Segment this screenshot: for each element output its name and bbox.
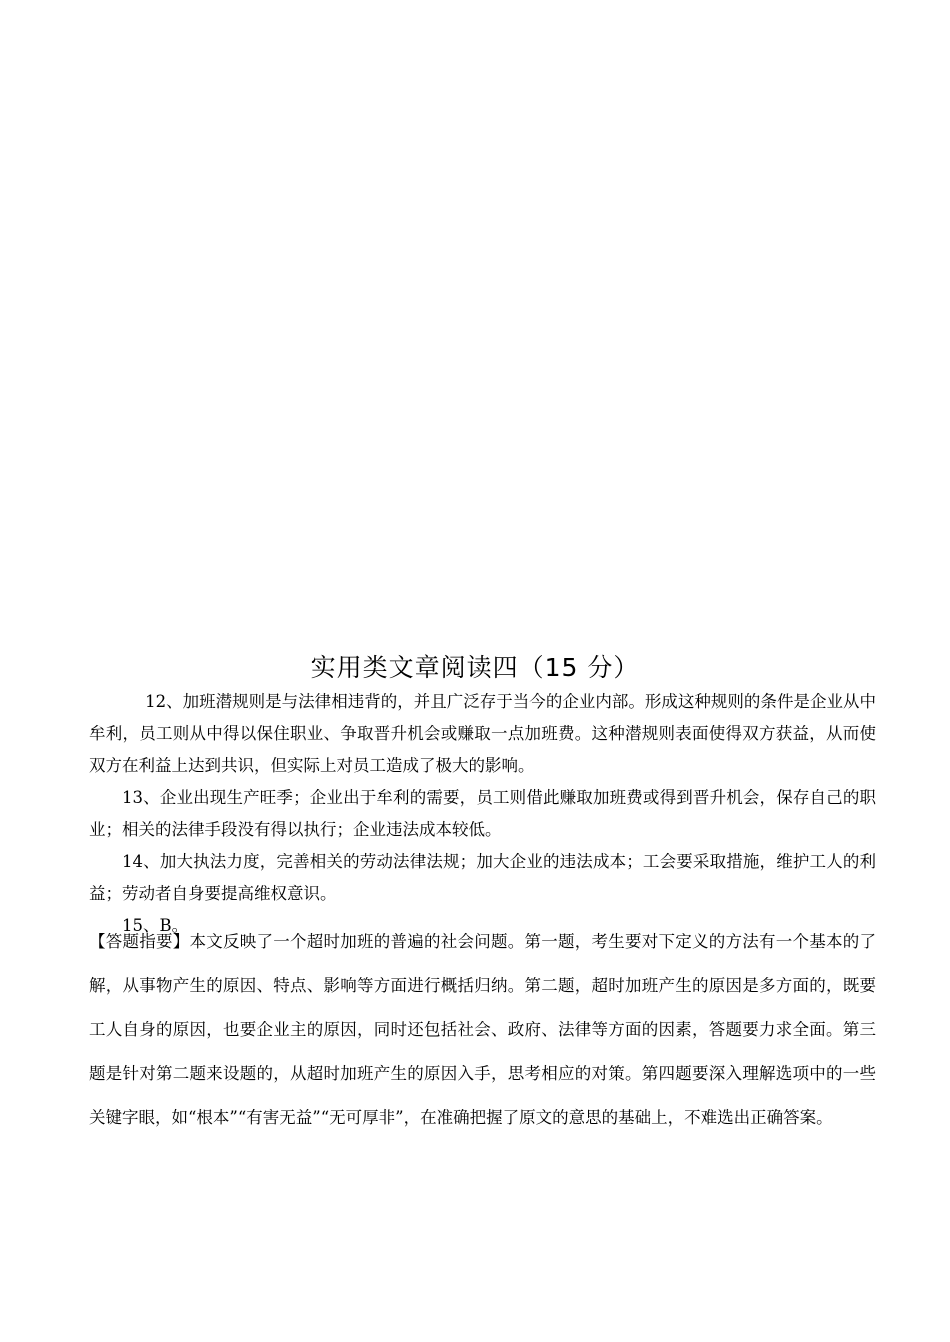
answer-14: 14、加大执法力度，完善相关的劳动法律法规；加大企业的违法成本；工会要采取措施，维护工人的利益；劳动者自身要提高维权意识。 xyxy=(89,852,876,903)
answer-15: 15、B。 xyxy=(122,916,189,935)
section-title: 实用类文章阅读四（15 分） xyxy=(310,653,640,682)
answer-13: 13、企业出现生产旺季；企业出于牟利的需要，员工则借此赚取加班费或得到晋升机会，保存自己的职业；相关的法律手段没有得以执行；企业违法成本较低。 xyxy=(89,788,876,839)
answer-12: 12、加班潜规则是与法律相违背的，并且广泛存于当今的企业内部。形成这种规则的条件是企业从中牟利，员工则从中得以保住职业、争取晋升机会或赚取一点加班费。这种潜规则表面使得双方获益，从而使双方在利益上达到共识，但实际上对员工造成了极大的影响。 xyxy=(89,692,876,775)
answer-guide xyxy=(89,920,876,1140)
answer-guide-text: 本文反映了一个超时加班的普遍的社会问题。第一题，考生要对下定义的方法有一个基本的了解，从事物产生的原因、特点、影响等方面进行概括归纳。第二题，超时加班产生的原因是多方面的，既要工人自身的原因，也要企业主的原因，同时还包括社会、政府、法律等方面的因素，答题要力求全面。第三题是针对第二题来设题的，从超时加班产生的原因入手，思考相应的对策。第四题要深入理解选项中的一些关键字眼，如“根本”“有害无益”“无可厚非”，在准确把握了原文的意思的基础上，不难选出正确答案。 xyxy=(89,932,876,1127)
answer-list xyxy=(89,686,876,942)
answer-guide-label: 【答题指要】 xyxy=(89,932,190,951)
